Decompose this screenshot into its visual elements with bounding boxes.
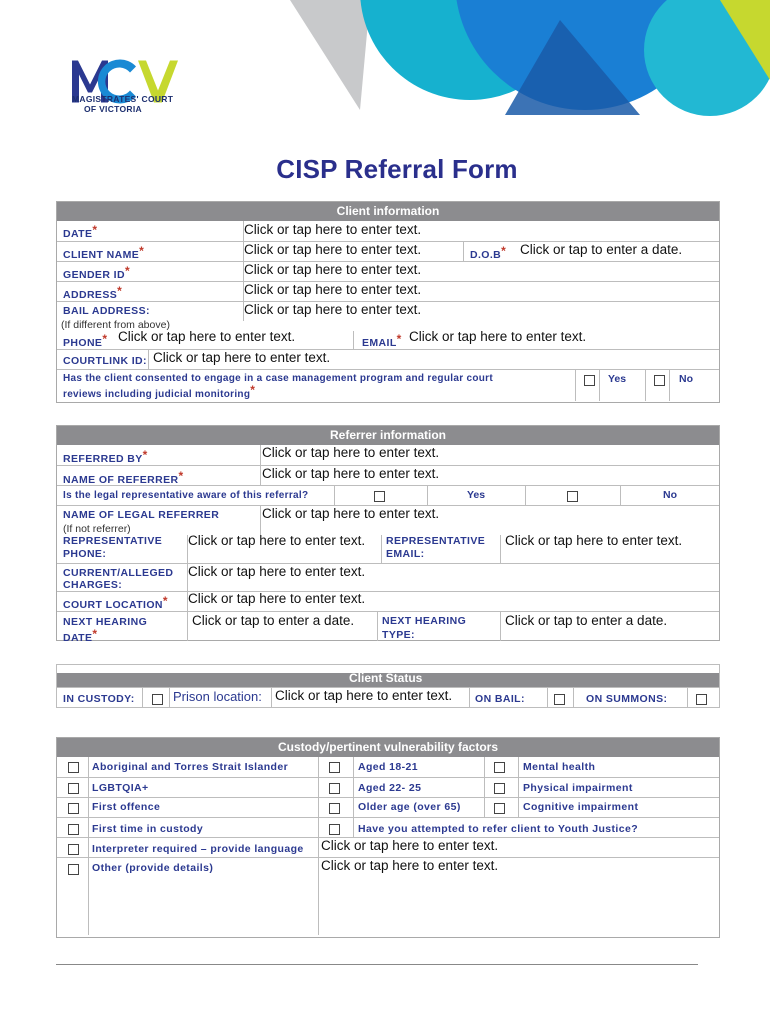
first-offence-checkbox[interactable] [68,803,79,814]
next-hearing-row [57,611,719,644]
legal-rep-aware-yes-checkbox[interactable] [374,491,385,502]
other-label: Other (provide details) [92,862,214,874]
name-of-referrer-row [57,465,719,485]
date-row [57,221,719,241]
grey-triangle-shape [290,0,370,110]
vulnerability-row-5 [57,837,719,857]
youth-justice-label: Have you attempted to refer client to Youth Justice? [358,823,639,835]
email-label: EMAIL* [362,332,402,349]
client-information-section [56,201,720,403]
legal-rep-aware-yes-label: Yes [467,489,486,501]
date-label: DATE* [63,223,98,240]
charges-label: CURRENT/ALLEGED CHARGES: [63,567,174,591]
phone-input[interactable]: Click or tap here to enter text. [118,329,296,344]
courtlink-row [57,349,719,369]
aged-22-25-checkbox[interactable] [329,783,340,794]
custody-status-row [57,687,719,707]
aged-18-21-checkbox[interactable] [329,762,340,773]
referred-by-row [57,445,719,465]
court-location-label: COURT LOCATION* [63,594,168,611]
referrer-information-section [56,425,720,644]
first-time-custody-checkbox[interactable] [68,824,79,835]
vulnerability-row-4 [57,817,719,837]
legal-referrer-note: (If not referrer) [63,523,131,535]
referred-by-input[interactable]: Click or tap here to enter text. [262,445,440,460]
name-of-referrer-label: NAME OF REFERRER* [63,469,184,486]
email-input[interactable]: Click or tap here to enter text. [409,329,587,344]
aboriginal-checkbox[interactable] [68,762,79,773]
vulnerability-row-6 [57,857,719,935]
consent-yes-checkbox[interactable] [584,375,595,386]
client-name-row [57,241,719,261]
phone-email-row [57,331,719,349]
gender-row [57,261,719,281]
date-input[interactable]: Click or tap here to enter text. [244,222,422,237]
interpreter-checkbox[interactable] [68,844,79,855]
courtlink-input[interactable]: Click or tap here to enter text. [153,350,331,365]
address-input[interactable]: Click or tap here to enter text. [244,282,422,297]
other-details-input[interactable]: Click or tap here to enter text. [321,858,499,873]
legal-referrer-label: NAME OF LEGAL REFERRER [63,509,220,521]
legal-rep-aware-no-checkbox[interactable] [567,491,578,502]
aged-18-21-label: Aged 18-21 [358,761,419,773]
bail-address-note: (If different from above) [61,319,170,331]
client-information-header: Client information [57,202,719,221]
court-location-row [57,591,719,611]
aged-22-25-label: Aged 22- 25 [358,782,422,794]
logo-subtitle-line-1: MAGISTRATES' COURT [72,94,174,104]
name-of-referrer-input[interactable]: Click or tap here to enter text. [262,466,440,481]
address-row [57,281,719,301]
logo-subtitle-line-2: OF VICTORIA [84,104,142,114]
phone-label: PHONE* [63,332,108,349]
vulnerability-factors-header: Custody/pertinent vulnerability factors [57,738,719,757]
address-label: ADDRESS* [63,284,123,301]
older-age-label: Older age (over 65) [358,801,461,813]
referrer-information-header: Referrer information [57,426,719,445]
physical-impairment-checkbox[interactable] [494,783,505,794]
vulnerability-row-1 [57,757,719,777]
on-bail-checkbox[interactable] [554,694,565,705]
courtlink-label: COURTLINK ID: [63,355,147,367]
mental-health-label: Mental health [523,761,596,773]
vulnerability-factors-section [56,737,720,938]
representative-phone-label: REPRESENTATIVE PHONE: [63,535,163,560]
client-status-header: Client Status* [348,666,427,685]
youth-justice-checkbox[interactable] [329,824,340,835]
on-summons-label: ON SUMMONS: [586,693,668,705]
next-hearing-date-label: NEXT HEARING DATE* [63,616,148,644]
consent-no-label: No [679,373,693,385]
older-age-checkbox[interactable] [329,803,340,814]
client-name-input[interactable]: Click or tap here to enter text. [244,242,422,257]
legal-referrer-input[interactable]: Click or tap here to enter text. [262,506,440,521]
cognitive-impairment-checkbox[interactable] [494,803,505,814]
client-status-section [56,664,720,708]
on-bail-label: ON BAIL: [475,693,525,705]
prison-location-label: Prison location: [173,689,262,704]
gender-id-label: GENDER ID* [63,264,131,281]
prison-location-input[interactable]: Click or tap here to enter text. [275,688,453,703]
other-checkbox[interactable] [68,864,79,875]
in-custody-label: IN CUSTODY: [63,693,135,705]
representative-contact-row [57,535,719,563]
court-location-input[interactable]: Click or tap here to enter text. [188,591,366,606]
lgbtqia-label: LGBTQIA+ [92,782,149,794]
charges-input[interactable]: Click or tap here to enter text. [188,564,366,579]
cognitive-impairment-label: Cognitive impairment [523,801,639,813]
referred-by-label: REFERRED BY* [63,448,148,465]
aboriginal-label: Aboriginal and Torres Strait Islander [92,761,289,773]
legal-rep-aware-row [57,485,719,505]
logo-subtitle [72,94,173,114]
client-name-label: CLIENT NAME* [63,244,145,261]
representative-email-label: REPRESENTATIVE EMAIL: [386,535,486,560]
bail-address-row [57,301,719,331]
next-hearing-date-picker[interactable]: Click or tap to enter a date. [192,613,355,628]
dob-label: D.O.B* [470,244,507,261]
interpreter-language-input[interactable]: Click or tap here to enter text. [321,838,499,853]
in-custody-checkbox[interactable] [152,694,163,705]
charges-row [57,563,719,591]
gender-id-input[interactable]: Click or tap here to enter text. [244,262,422,277]
physical-impairment-label: Physical impairment [523,782,633,794]
lgbtqia-checkbox[interactable] [68,783,79,794]
legal-rep-aware-no-label: No [663,489,677,501]
dob-date-picker[interactable]: Click or tap to enter a date. [520,242,683,257]
consent-yes-label: Yes [608,373,627,385]
first-offence-label: First offence [92,801,161,813]
mental-health-checkbox[interactable] [494,762,505,773]
bail-address-input[interactable]: Click or tap here to enter text. [244,302,422,317]
next-hearing-type-picker[interactable]: Click or tap to enter a date. [505,613,668,628]
on-summons-checkbox[interactable] [696,694,707,705]
consent-row [57,369,719,401]
representative-email-input[interactable]: Click or tap here to enter text. [505,533,683,548]
legal-referrer-row [57,505,719,535]
vulnerability-row-3 [57,797,719,817]
page-title: CISP Referral Form [276,154,518,184]
representative-phone-input[interactable]: Click or tap here to enter text. [188,533,366,548]
interpreter-label: Interpreter required – provide language [92,843,304,855]
next-hearing-type-label: NEXT HEARING TYPE: [382,615,467,641]
bail-address-label: BAIL ADDRESS: [63,305,150,317]
footer-divider [56,964,698,965]
client-status-header-row [57,665,719,687]
legal-rep-aware-question: Is the legal representative aware of this referral? [63,490,309,501]
consent-question: Has the client consented to engage in a case management program and regular court reviews including judicial monitoring* [63,373,493,400]
first-time-custody-label: First time in custody [92,823,204,835]
consent-no-checkbox[interactable] [654,375,665,386]
vulnerability-row-2 [57,777,719,797]
